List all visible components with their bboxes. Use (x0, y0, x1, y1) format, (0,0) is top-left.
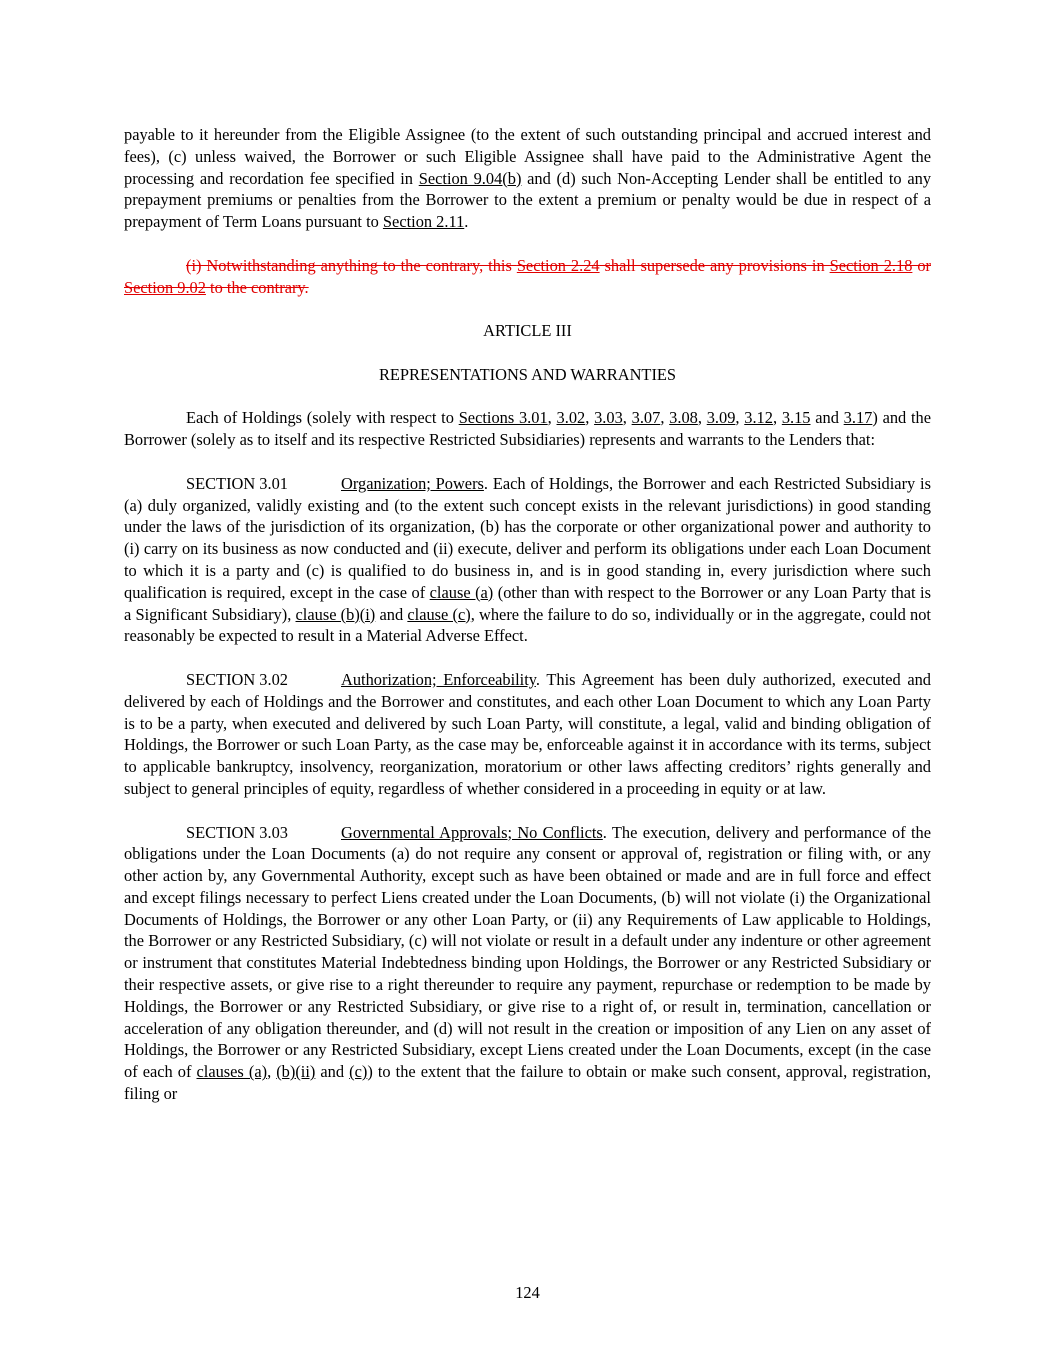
separator: , (622, 408, 632, 428)
cross-reference: clauses (a) (196, 1062, 268, 1082)
text: or (912, 255, 931, 275)
cross-reference: Section 2.18 (829, 255, 913, 275)
separator: , (735, 408, 745, 428)
section-3-01 (124, 473, 931, 647)
document-body (124, 124, 931, 1127)
text: . The execution, delivery and performance of the obligations under the Loan Documents (a) do not require any consent or approval of, registration or filing with, or any other action by, any Governmental Authority, except such as have been obtained or made and are in full force and effect and except filings necessary to perfect Liens created under the Loan Documents, (b) will not violate (i) the Organizational Documents of Holdings, the Borrower or any other Loan Party, or (ii) any Requirements of Law applicable to Holdings, the Borrower or any Restricted Subsidiary, (c) will not violate or result in a default under any indenture or other agreement or instrument that constitutes Material Indebtedness binding upon Holdings, the Borrower or any Restricted Subsidiary or their respective assets, or give rise to a right thereunder to require any payment, repurchase or redemption to be made by Holdings, the Borrower or any Restricted Subsidiary, or give rise to a right of, or result in, termination, cancellation or acceleration of any obligation thereunder, and (d) will not result in the creation or imposition of any Lien on any asset of Holdings, the Borrower or any Restricted Subsidiary, except Liens created under the Loan Documents, except (in the case of each of (124, 822, 931, 1082)
section-3-02 (124, 669, 931, 800)
cross-reference: clause (c) (407, 604, 471, 624)
cross-reference: (c) (349, 1062, 368, 1082)
cross-reference: 3.09 (706, 408, 736, 428)
separator: , (547, 408, 557, 428)
separator: , (585, 408, 595, 428)
cross-reference: Section 9.02 (124, 277, 206, 297)
cross-reference: clause (a) (429, 582, 494, 602)
cross-reference: Section 9.04(b) (418, 168, 522, 188)
separator: , (267, 1062, 277, 1082)
cross-reference: (b)(ii) (276, 1062, 316, 1082)
text: and (375, 604, 408, 624)
text: (i) Notwithstanding anything to the contrary, this (186, 255, 517, 275)
text: to the contrary. (205, 277, 309, 297)
text: . Each of Holdings, the Borrower and each Restricted Subsidiary is (a) duly organized, validly existing and (to the extent such concept exists in the relevant jurisdictions) in good standing under the laws of the jurisdiction of its organization, (b) has the corporate or other organizational power and authority to (i) carry on its business as now conducted and (ii) execute, deliver and perform its obligations under each Loan Document to which it is a party and (c) is qualified to do business in, and is in good standing in, every jurisdiction where such qualification is required, except in the case of (124, 473, 931, 602)
separator: , (697, 408, 707, 428)
cross-reference: 3.03 (594, 408, 623, 428)
cross-reference: clause (b)(i) (295, 604, 376, 624)
text: shall supersede any provisions in (599, 255, 830, 275)
text: , where the failure to do so, individually or in the aggregate, could not reasonably be expected to result in a Material Adverse Effect. (124, 604, 931, 646)
text: payable to it hereunder from the Eligible Assignee (to the extent of such outstanding principal and accrued interest and fees), (c) unless waived, the Borrower or such Eligible Assignee shall have paid to the Administrative Agent the processing and recordation fee specified in (124, 125, 931, 188)
section-heading: Governmental Approvals; No Conflicts (341, 822, 603, 842)
section-3-03 (124, 822, 931, 1105)
section-heading: Organization; Powers (341, 473, 484, 493)
text: and (d) such Non-Accepting Lender shall be entitled to any prepayment premiums or penalties from the Borrower to the extent a premium or penalty would be due in respect of a prepayment of Term Loans pursuant to (124, 168, 932, 232)
separator: , (772, 408, 782, 428)
paragraph-deleted (124, 255, 931, 299)
separator: and (315, 1062, 350, 1082)
text: Each of Holdings (solely with respect to (186, 408, 459, 428)
cross-reference: 3.08 (669, 408, 698, 428)
page-number: 124 (515, 1283, 540, 1302)
cross-reference: Section 2.24 (516, 255, 600, 275)
cross-reference: 3.17 (843, 408, 873, 428)
text: ) and the Borrower (solely as to itself and its respective Restricted Subsidiaries) represents and warrants to the Lenders that: (124, 408, 932, 450)
cross-reference: Section 2.11 (382, 212, 465, 232)
section-number: SECTION 3.02 (186, 669, 288, 689)
section-number: SECTION 3.03 (186, 822, 288, 842)
article-title: REPRESENTATIONS AND WARRANTIES (378, 364, 677, 384)
cross-reference: 3.12 (744, 408, 773, 428)
cross-reference: 3.07 (631, 408, 661, 428)
text: (other than with respect to the Borrower or any Loan Party that is a Significant Subsidiary), (124, 582, 931, 624)
article-number: ARTICLE III (483, 321, 572, 341)
paragraph-intro (124, 407, 931, 451)
section-heading: Authorization; Enforceability (341, 669, 536, 689)
text: ) to the extent that the failure to obtain or make such consent, approval, registration, filing or (124, 1062, 931, 1104)
section-number: SECTION 3.01 (186, 473, 288, 493)
cross-reference: 3.15 (781, 408, 811, 428)
paragraph-carryover (124, 124, 931, 233)
cross-reference: 3.02 (556, 408, 586, 428)
cross-reference: Sections 3.01 (458, 408, 548, 428)
text: . (464, 212, 469, 232)
separator: , (660, 408, 670, 428)
text: . This Agreement has been duly authorized, executed and delivered by each of Holdings and the Borrower and constitutes, and each other Loan Document to which any Loan Party is to be a party, when executed and delivered by such Loan Party, will constitute, a legal, valid and binding obligation of Holdings, the Borrower or such Loan Party, as the case may be, enforceable against it in accordance with its terms, subject to applicable bankruptcy, insolvency, reorganization, moratorium or other laws affecting creditors’ rights generally and subject to general principles of equity, regardless of whether considered in a proceeding in equity or at law. (124, 669, 931, 798)
separator: and (810, 408, 844, 428)
